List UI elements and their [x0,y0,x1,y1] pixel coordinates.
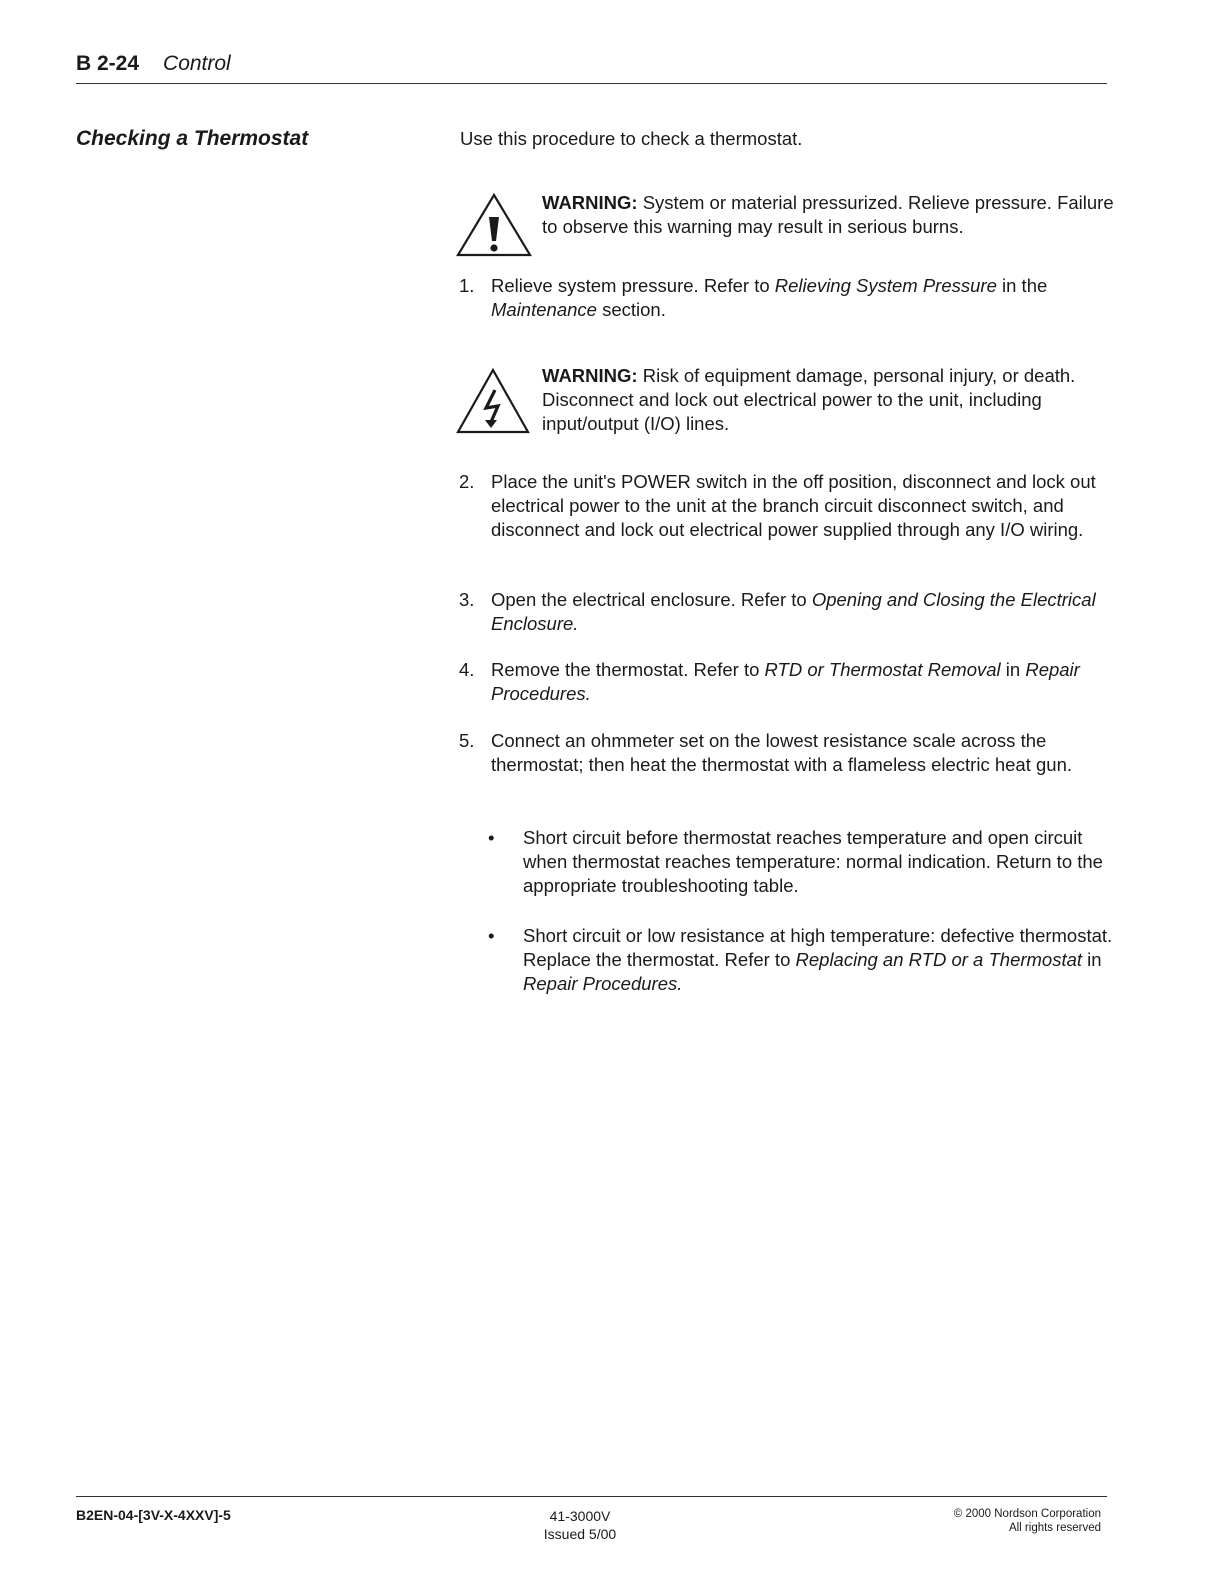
section-number: B 2-24 [76,52,140,75]
step-number: 1. [459,275,475,296]
header-divider [76,83,1107,84]
warning-label: WARNING: [542,192,638,213]
bullet-text-run: Short circuit or low resistance at high temperature: defective thermostat. Replace the thermostat. Refer to [523,925,1113,970]
reference-link-text: Maintenance [491,299,597,320]
step-text-run: Remove the thermostat. Refer to [491,659,765,680]
reference-link-text: Repair Procedures. [491,659,1080,704]
part-number: 41-3000V [549,1508,611,1524]
copyright-notice: © 2000 Nordson Corporation [953,1508,1101,1520]
bullet-icon: • [488,827,495,848]
bullet-text: Short circuit before thermostat reaches temperature and open circuit when thermostat reaches temperature: normal indication. Return to the appropriate troubleshooting table. [523,827,1103,896]
intro-text: Use this procedure to check a thermostat. [460,128,803,149]
section-heading: Checking a Thermostat [76,127,309,150]
reference-link-text: Opening and Closing the Electrical Enclosure. [491,589,1096,634]
part-number-block [520,1507,640,1543]
step-text [491,658,1111,706]
bullet-icon: • [488,925,495,946]
step-text [491,274,1111,322]
reference-link-text: Replacing an RTD or a Thermostat [795,949,1083,970]
rights-notice: All rights reserved [1008,1522,1101,1534]
reference-link-text: Repair Procedures. [523,973,683,994]
step-text: Place the unit's POWER switch in the off position, disconnect and lock out electrical power to the unit at the branch circuit disconnect switch, and disconnect and lock out electrical power supplied through any I/O wiring. [491,471,1096,540]
step-text: Connect an ohmmeter set on the lowest resistance scale across the thermostat; then heat the thermostat with a flameless electric heat gun. [491,730,1072,775]
warning-label: WARNING: [542,365,638,386]
step-number: 3. [459,589,475,610]
warning-text [542,364,1117,436]
warning-text [542,191,1117,239]
electrical-hazard-icon [455,364,533,436]
step-text [491,588,1111,636]
reference-link-text: Relieving System Pressure [774,275,997,296]
footer-divider [76,1496,1107,1497]
issue-date: Issued 5/00 [543,1526,617,1542]
step-number: 5. [459,730,475,751]
step-text-run: Relieve system pressure. Refer to [491,275,775,296]
chapter-title: Control [163,52,231,75]
step-number: 2. [459,471,475,492]
warning-message: Risk of equipment damage, personal injury, or death. Disconnect and lock out electrical power to the unit, including input/output (I/O) lines. [542,365,1076,434]
document-code: B2EN-04-[3V-X-4XXV]-5 [76,1507,231,1523]
step-text-run: section. [596,299,666,320]
bullet-text-run: in [1082,949,1102,970]
warning-message: System or material pressurized. Relieve pressure. Failure to observe this warning may result in serious burns. [542,192,1114,237]
step-text-run: Open the electrical enclosure. Refer to [491,589,812,610]
bullet-text [523,924,1113,996]
copyright-block [954,1507,1101,1535]
step-number: 4. [459,659,475,680]
page-header [76,52,231,76]
step-text-run: in the [996,275,1048,296]
exclamation-warning-icon [455,191,533,259]
reference-link-text: RTD or Thermostat Removal [764,659,1001,680]
step-text-run: in [1000,659,1026,680]
